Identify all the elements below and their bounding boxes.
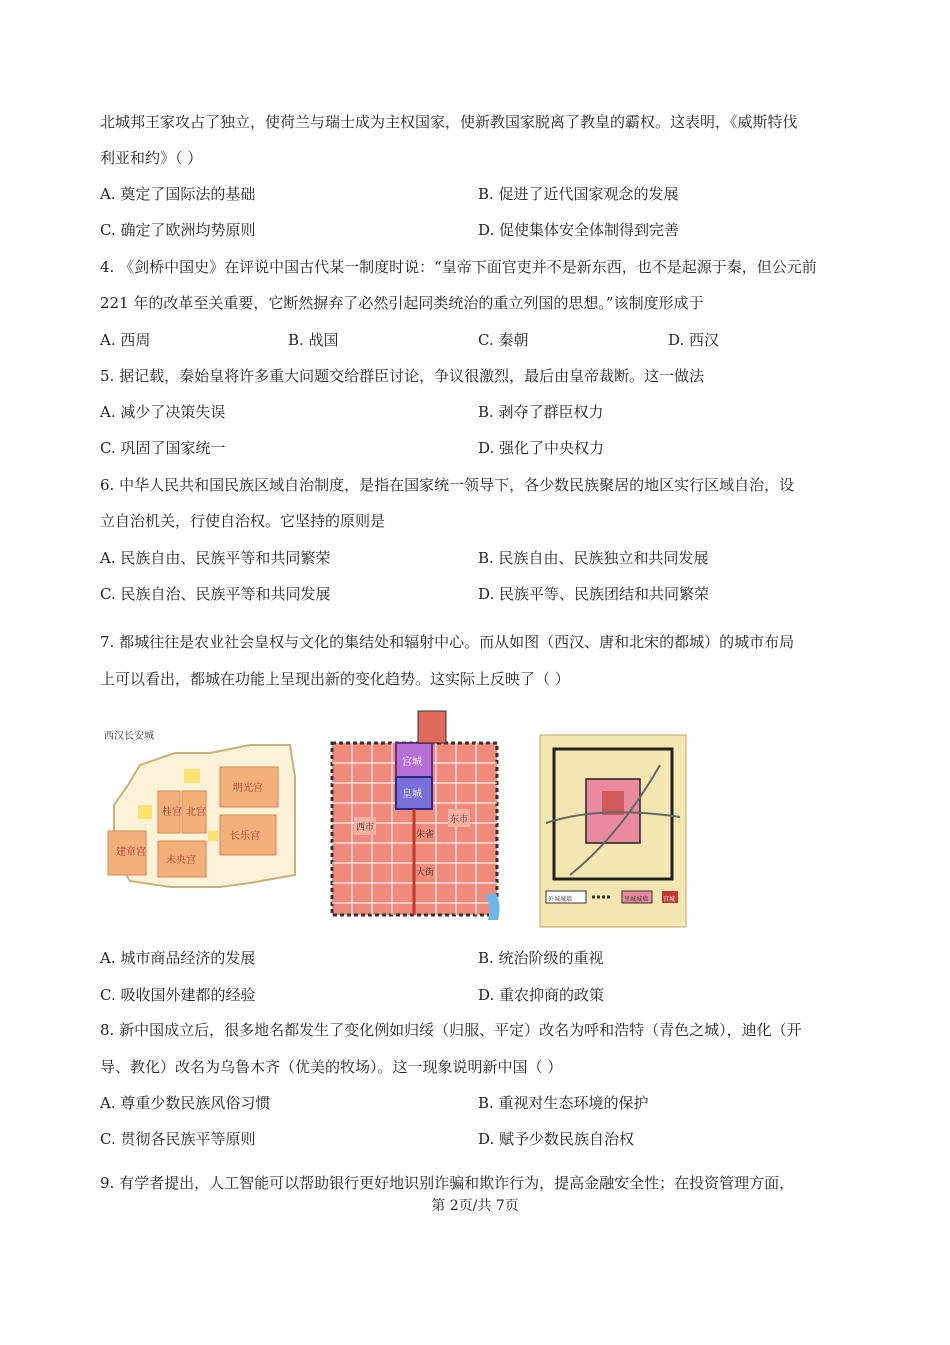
q5-option-a: A. 减少了决策失误 — [100, 403, 226, 421]
q8-option-c: C. 贯彻各民族平等原则 — [100, 1130, 256, 1148]
q7-option-d: D. 重农抑商的政策 — [478, 986, 605, 1004]
map2-label-gongcheng: 宫城 — [402, 757, 422, 768]
map3-legend-licheng: 里城城墙 — [624, 896, 649, 903]
map-tang-changan — [332, 711, 500, 920]
q7-city-maps-figure — [100, 705, 700, 930]
q6-text-line2: 立自治机关，行使自治权。它坚持的原则是 — [100, 512, 386, 530]
q7-text-line2: 上可以看出，都城在功能上呈现出新的变化趋势。这实际上反映了（ ） — [100, 670, 570, 688]
map2-label-xishi: 西市 — [356, 823, 375, 833]
q7-option-a: A. 城市商品经济的发展 — [100, 949, 256, 967]
q6-option-b: B. 民族自由、民族独立和共同发展 — [478, 549, 709, 567]
q7-text-line1: 7. 都城往往是农业社会皇权与文化的集结处和辐射中心。而从如图（西汉、唐和北宋的都城）的城市布局 — [100, 633, 795, 651]
q3-text-line2: 利亚和约》（ ） — [100, 149, 203, 167]
q7-option-c: C. 吸收国外建都的经验 — [100, 986, 256, 1004]
q8-option-b: B. 重视对生态环境的保护 — [478, 1094, 649, 1112]
map-xihan-changan — [104, 729, 295, 887]
q3-option-b: B. 促进了近代国家观念的发展 — [478, 185, 679, 203]
q4-text-line2: 221 年的改革至关重要，它断然摒弃了必然引起同类统治的重立列国的思想。”该制度形成于 — [100, 294, 704, 312]
q3-option-a: A. 奠定了国际法的基础 — [100, 185, 256, 203]
q4-option-a: A. 西周 — [100, 331, 151, 349]
map1-label-gui: 桂宫 — [162, 807, 182, 818]
q3-option-d: D. 促使集体安全体制得到完善 — [478, 221, 680, 239]
q8-option-a: A. 尊重少数民族风俗习惯 — [100, 1094, 271, 1112]
q4-option-d: D. 西汉 — [668, 331, 720, 349]
map-beisong-kaifeng — [540, 735, 686, 927]
q5-option-c: C. 巩固了国家统一 — [100, 439, 226, 457]
map2-label-dongshi: 东市 — [450, 815, 469, 825]
q5-option-b: B. 剥夺了群臣权力 — [478, 403, 604, 421]
q5-option-d: D. 强化了中央权力 — [478, 439, 605, 457]
map1-label-weiyang: 未央宫 — [166, 855, 196, 866]
q6-option-c: C. 民族自治、民族平等和共同发展 — [100, 585, 331, 603]
q5-text-line1: 5. 据记载，秦始皇将许多重大问题交给群臣讨论，争议很激烈，最后由皇帝裁断。这一做法 — [100, 367, 705, 385]
map3-legend-gongcheng: 宫城 — [663, 896, 676, 903]
q8-text-line1: 8. 新中国成立后，很多地名都发生了变化例如归绥（归服、平定）改名为呼和浩特（青色之城），迪化（开 — [100, 1021, 802, 1039]
map1-label-jianzhang: 建章宫 — [116, 847, 146, 858]
q3-text-line1: 北城邦王家攻占了独立，使荷兰与瑞士成为主权国家，使新教国家脱离了教皇的霸权。这表明，《威斯特伐 — [100, 113, 798, 131]
q4-option-c: C. 秦朝 — [478, 331, 529, 349]
map2-label-dajie: 大街 — [416, 868, 435, 878]
q4-option-b: B. 战国 — [288, 331, 339, 349]
q8-text-line2: 导、教化）改名为乌鲁木齐（优美的牧场）。这一现象说明新中国（ ） — [100, 1058, 563, 1076]
page-footer: 第 2页/共 7页 — [431, 1198, 519, 1214]
q6-text-line1: 6. 中华人民共和国民族区域自治制度，是指在国家统一领导下，各少数民族聚居的地区实行区域自治，设 — [100, 476, 795, 494]
q8-option-d: D. 赋予少数民族自治权 — [478, 1130, 635, 1148]
q4-text-line1: 4. 《剑桥中国史》在评说中国古代某一制度时说：“皇帝下面官吏并不是新东西，也不是起源于秦，但公元前 — [100, 258, 817, 276]
map1-label-mingguang: 明光宫 — [233, 783, 263, 794]
map2-label-zhuque: 朱雀 — [416, 830, 435, 840]
map1-label-bei: 北宫 — [186, 807, 206, 818]
map2-label-huangcheng: 皇城 — [402, 789, 422, 800]
q7-option-b: B. 统治阶级的重视 — [478, 949, 604, 967]
q6-option-a: A. 民族自由、民族平等和共同繁荣 — [100, 549, 331, 567]
q6-option-d: D. 民族平等、民族团结和共同繁荣 — [478, 585, 710, 603]
q9-text-line1: 9. 有学者提出，人工智能可以帮助银行更好地识别诈骗和欺诈行为，提高金融安全性；在投资管理方面， — [100, 1174, 795, 1192]
q3-option-c: C. 确定了欧洲均势原则 — [100, 221, 256, 239]
map3-legend-waicheng: 外城城墙 — [548, 896, 573, 903]
map1-label-changle: 长乐宫 — [230, 831, 260, 842]
map1-title: 西汉长安城 — [104, 731, 154, 742]
